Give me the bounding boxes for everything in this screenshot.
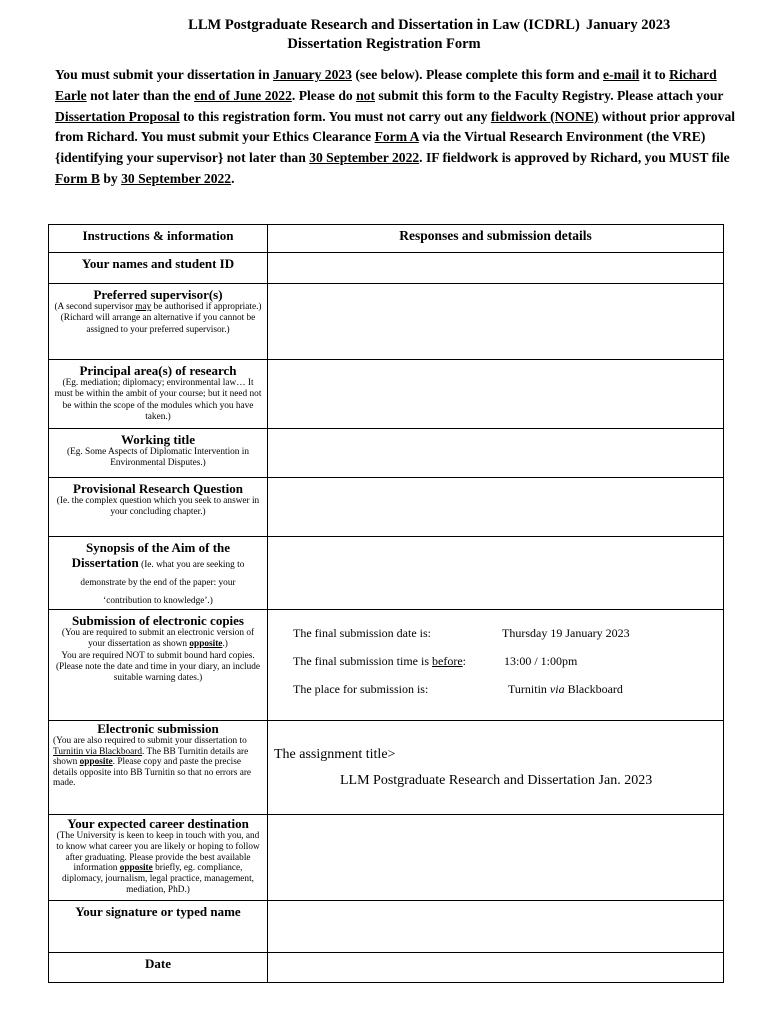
area-label: Principal area(s) of research <box>79 363 237 378</box>
working-title-response-field[interactable] <box>268 429 724 478</box>
intro-text: submit this form to the Faculty Registry. Please attach your <box>374 87 724 103</box>
intro-text: via the Virtual Research Environment (the VRE) {identifying your supervisor} not later than <box>55 129 706 166</box>
submission-date-value: Thursday 19 January 2023 <box>502 626 630 640</box>
intro-underline: Form B <box>55 170 100 186</box>
intro-paragraph <box>55 65 745 190</box>
submission-time-value: 13:00 / 1:00pm <box>504 654 578 668</box>
synopsis-response-field[interactable] <box>268 537 724 610</box>
intro-text: (see below). Please complete this form and <box>351 67 604 82</box>
electronic-copies-note-2: You are required NOT to submit bound hard copies. <box>61 650 255 661</box>
note-underline: Turnitin via Blackboard <box>53 746 143 757</box>
electronic-submission-label-cell <box>49 721 268 815</box>
table-row <box>49 610 724 721</box>
submission-place-row <box>268 682 723 710</box>
table-row <box>49 284 724 360</box>
intro-underline: 30 September 2022 <box>309 150 420 166</box>
supervisor-label-cell <box>49 284 268 360</box>
electronic-submission-note <box>49 736 267 789</box>
submission-date-label: The final submission date is: <box>293 626 431 640</box>
form-subtitle: Dissertation Registration Form <box>287 36 481 52</box>
note-text: (The University is keen to keep in touch with you, and to know what career you are likely or hoping to follow after graduating. Please provide the best available information <box>56 831 260 874</box>
intro-underline: e-mail <box>603 67 640 82</box>
submission-details-cell <box>268 610 724 721</box>
intro-text: . <box>231 170 235 186</box>
electronic-copies-label-cell <box>49 610 268 721</box>
note-text: (You are also required to submit your dissertation to <box>53 736 247 746</box>
form-header <box>0 16 768 54</box>
submission-date-row <box>268 626 723 654</box>
area-label-cell <box>49 360 268 429</box>
names-label-cell <box>49 253 268 284</box>
area-response-field[interactable] <box>268 360 724 429</box>
supervisor-label: Preferred supervisor(s) <box>93 287 223 302</box>
value-italic: via <box>549 682 565 696</box>
note-text: (A second supervisor <box>54 302 136 312</box>
assignment-title-value: LLM Postgraduate Research and Dissertation Jan. 2023 <box>340 773 653 788</box>
column-header-right-text: Responses and submission details <box>399 228 592 243</box>
intro-underline: 30 September 2022 <box>121 170 232 186</box>
signature-label: Your signature or typed name <box>75 904 241 919</box>
question-response-field[interactable] <box>268 478 724 537</box>
table-row <box>49 901 724 953</box>
intro-underline: Dissertation Proposal <box>55 108 180 124</box>
intro-text: not later than the <box>86 87 195 103</box>
question-label-cell <box>49 478 268 537</box>
table-row <box>49 478 724 537</box>
note-underline: may <box>135 302 152 312</box>
value-text: Blackboard <box>564 682 623 696</box>
note-text: (You are required to submit an electronic version of your dissertation as shown <box>61 628 255 650</box>
note-text: . The BB Turnitin details are shown <box>53 746 249 768</box>
header-date: January 2023 <box>586 17 671 33</box>
column-header-left <box>49 225 268 253</box>
electronic-copies-note-3: (Please note the date and time in your diary, an include suitable warning dates.) <box>55 661 261 684</box>
synopsis-label-cell <box>49 537 268 610</box>
electronic-copies-label: Submission of electronic copies <box>71 613 244 628</box>
date-response-field[interactable] <box>268 953 724 983</box>
intro-text: it to <box>639 67 670 82</box>
table-row <box>49 253 724 284</box>
label-text: The final submission time is <box>293 654 432 668</box>
area-note: (Eg. mediation; diplomacy; environmental law… It must be within the ambit of your course; but it need not be within the scope of the modules which you have taken.) <box>54 378 262 422</box>
submission-time-row <box>268 654 723 682</box>
names-label: Your names and student ID <box>81 256 235 271</box>
synopsis-label-block <box>49 540 267 609</box>
date-label-cell <box>49 953 268 983</box>
submission-time-label <box>293 654 466 669</box>
table-row <box>49 815 724 901</box>
signature-label-cell <box>49 901 268 953</box>
career-label: Your expected career destination <box>67 816 249 831</box>
note-underline: opposite <box>79 757 113 768</box>
names-response-field[interactable] <box>268 253 724 284</box>
intro-text: by <box>99 170 122 186</box>
electronic-copies-note <box>49 628 267 651</box>
intro-underline: Form A <box>374 129 419 145</box>
table-row <box>49 429 724 478</box>
working-title-note: (Eg. Some Aspects of Diplomatic Intervention in Environmental Disputes.) <box>66 447 250 469</box>
intro-text: to this registration form. You must not carry out any <box>179 108 491 124</box>
submission-place-value <box>508 682 623 697</box>
question-label: Provisional Research Question <box>73 481 243 496</box>
label-text: : <box>462 654 466 668</box>
label-underline: before <box>432 654 463 668</box>
note-text: .) <box>222 639 228 650</box>
intro-underline: Richard Earle <box>55 67 717 103</box>
career-response-field[interactable] <box>268 815 724 901</box>
synopsis-note: (Ie. what you are seeking to demonstrate by the end of the paper: your ‘contribution to knowledge’.) <box>80 560 245 606</box>
submission-place-label: The place for submission is: <box>293 682 429 696</box>
table-row <box>49 537 724 610</box>
intro-underline: January 2023 <box>273 67 352 82</box>
supervisor-note <box>49 302 267 313</box>
note-text: be authorised if appropriate.) <box>151 302 262 312</box>
table-row <box>49 721 724 815</box>
registration-table <box>48 224 724 983</box>
assignment-title-cell <box>268 721 724 815</box>
intro-underline: fieldwork (NONE) <box>490 108 599 124</box>
intro-underline: end of June 2022 <box>194 87 292 103</box>
table-row <box>49 953 724 983</box>
question-note: (Ie. the complex question which you seek to answer in your concluding chapter.) <box>56 496 260 518</box>
date-label: Date <box>145 956 171 971</box>
working-title-label: Working title <box>120 432 196 447</box>
column-header-left-text: Instructions & information <box>82 228 234 243</box>
assignment-title-label: The assignment title> <box>274 747 396 762</box>
note-underline: opposite <box>189 639 223 650</box>
table-header-row <box>49 225 724 253</box>
electronic-submission-label: Electronic submission <box>97 721 219 736</box>
intro-text: You must submit your dissertation in <box>55 67 274 82</box>
course-title: LLM Postgraduate Research and Dissertation in Law (ICDRL) <box>188 17 580 33</box>
intro-text: . IF fieldwork is approved by Richard, you MUST file <box>419 150 730 166</box>
intro-text: . Please do <box>291 87 357 103</box>
value-text: Turnitin <box>508 682 550 696</box>
synopsis-label: Synopsis of the Aim of the Dissertation <box>71 540 231 570</box>
table-row <box>49 360 724 429</box>
career-note <box>49 831 267 896</box>
note-text: briefly, eg. compliance, diplomacy, journalism, legal practice, management, mediation, PhD.) <box>62 863 254 895</box>
supervisor-note-2: (Richard will arrange an alternative if you cannot be assigned to your preferred supervisor.) <box>60 313 256 335</box>
note-underline: opposite <box>119 863 153 874</box>
intro-text: without prior approval from Richard. You must submit your Ethics Clearance <box>55 108 736 145</box>
note-text: . Please copy and paste the precise details opposite into BB Turnitin so that no errors are made. <box>53 757 252 789</box>
signature-response-field[interactable] <box>268 901 724 953</box>
intro-underline: not <box>356 87 375 103</box>
working-title-label-cell <box>49 429 268 478</box>
career-label-cell <box>49 815 268 901</box>
supervisor-response-field[interactable] <box>268 284 724 360</box>
column-header-right <box>268 225 724 253</box>
